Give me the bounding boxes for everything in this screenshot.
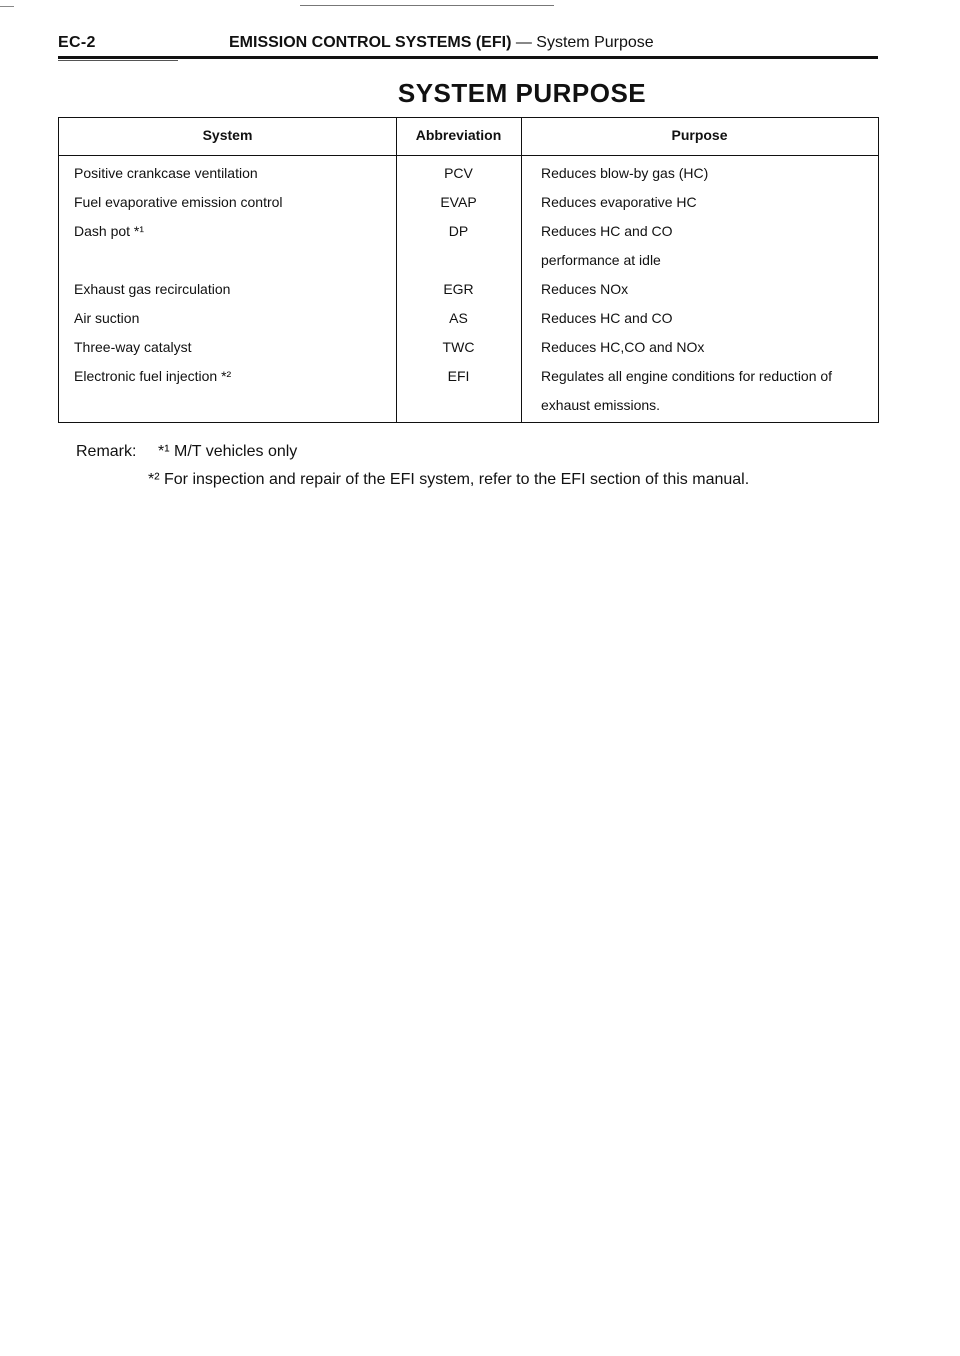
system-purpose-table [58,117,879,423]
table-cell-system: Three-way catalyst [74,339,192,355]
table-cell-system: Positive crankcase ventilation [74,165,258,181]
page-header [58,34,878,56]
table-cell-system: Dash pot *¹ [74,223,145,239]
scan-mark [0,6,14,7]
table-cell-purpose: Regulates all engine conditions for reduction of [541,368,833,384]
table-cell-purpose: performance at idle [541,252,661,268]
remark-note-1: *¹ M/T vehicles only [158,443,298,460]
header-divider [59,155,878,156]
table-cell-abbr: AS [449,310,468,326]
section-title-bold: EMISSION CONTROL SYSTEMS (EFI) [229,34,512,51]
table-cell-purpose: Reduces HC and CO [541,310,673,326]
table-cell-system: Fuel evaporative emission control [74,194,283,210]
table-cell-abbr: PCV [444,165,473,181]
table-cell-purpose: Reduces HC,CO and NOx [541,339,705,355]
remark-note-2: *² For inspection and repair of the EFI system, refer to the EFI section of this manual. [148,471,750,488]
column-header-system: System [202,127,253,143]
table-cell-purpose: exhaust emissions. [541,397,661,413]
table-cell-system: Electronic fuel injection *² [74,368,232,384]
table-cell-purpose: Reduces HC and CO [541,223,673,239]
page-number: EC-2 [58,34,96,51]
remark-label: Remark: [76,443,137,460]
header-rule-thin [58,60,178,61]
table-cell-abbr: TWC [442,339,475,355]
column-divider [521,118,522,422]
column-header-purpose: Purpose [671,127,728,143]
column-header-abbreviation: Abbreviation [415,127,502,143]
section-title [229,34,654,52]
section-title-rest: — System Purpose [511,34,654,51]
page-title: SYSTEM PURPOSE [397,78,647,108]
table-cell-system: Exhaust gas recirculation [74,281,231,297]
table-cell-purpose: Reduces blow-by gas (HC) [541,165,709,181]
header-rule [58,56,878,59]
table-cell-purpose: Reduces NOx [541,281,629,297]
scan-mark [300,5,554,6]
table-cell-abbr: EFI [447,368,470,384]
table-cell-abbr: EGR [443,281,474,297]
table-cell-abbr: EVAP [440,194,477,210]
table-cell-purpose: Reduces evaporative HC [541,194,697,210]
table-cell-system: Air suction [74,310,140,326]
table-cell-abbr: DP [448,223,469,239]
